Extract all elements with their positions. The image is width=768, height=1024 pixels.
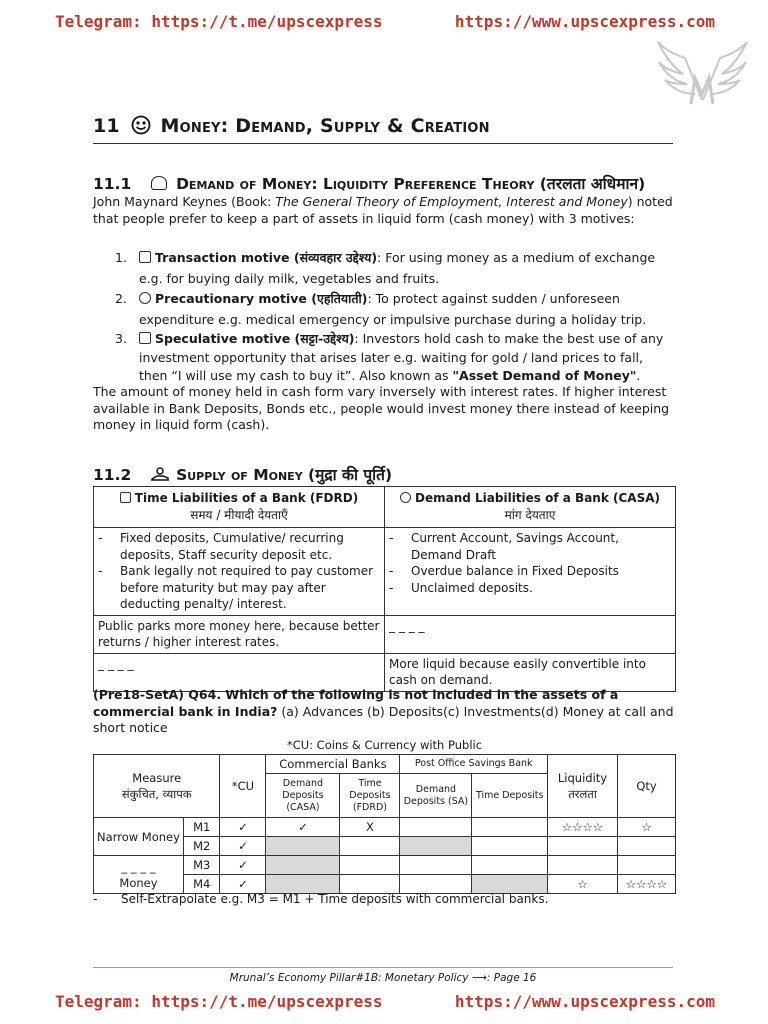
table-row: [94, 856, 676, 875]
pyq-question: [93, 687, 678, 737]
table-row: [94, 818, 676, 837]
chart-icon: [139, 332, 151, 344]
m2-label: M2: [184, 837, 220, 856]
money-face-icon: [131, 115, 151, 135]
col2-hindi: मांग देयताए: [504, 508, 556, 522]
narrow-money-label: Narrow Money: [94, 818, 184, 856]
dash: -: [98, 531, 103, 545]
motive-text: : For using money as a medium of exchange e.g. for buying daily milk, vegetables and fruits.: [139, 250, 656, 286]
list-item: Unclaimed deposits.: [411, 580, 533, 595]
tick-mark: ✓: [220, 875, 266, 894]
qty-stars: ☆☆☆☆: [618, 875, 676, 894]
section-title: Demand of Money: Liquidity Preference Theory (तरलता अधिमान): [176, 175, 646, 193]
table-header-row: [94, 487, 676, 528]
book-title: The General Theory of Employment, Interest and Money: [275, 194, 628, 209]
measure-header: Measure: [132, 771, 182, 785]
motive-name: Speculative motive (सट्टा-उद्देश्य): [155, 331, 355, 346]
time-deposits-header: Time Deposits: [472, 774, 548, 818]
website-link[interactable]: https://www.upscexpress.com: [454, 12, 715, 31]
list-item: [115, 248, 675, 289]
col1-hindi: समय / मीयादी देयताएँ: [190, 508, 288, 522]
cell: _ _ _ _: [385, 615, 676, 653]
tick-mark: ✓: [220, 818, 266, 837]
extrapolate-note: [93, 892, 678, 906]
dash: -: [389, 580, 394, 595]
liquidity-stars: ☆: [548, 875, 618, 894]
post-office-header: Post Office Savings Bank: [400, 755, 548, 774]
intro-text-b: ) noted that people prefer to keep a part of assets in liquid form (cash money) with 3 motives:: [93, 194, 673, 226]
dash: -: [389, 531, 394, 545]
cu-header: *CU: [220, 755, 266, 818]
item-number: 2.: [115, 291, 127, 306]
liquidity-header-hindi: तरलता: [568, 787, 597, 801]
cell: Public parks more money here, because better returns / higher interest rates.: [94, 615, 385, 653]
liquidity-header: Liquidity: [557, 771, 608, 785]
commercial-banks-header: Commercial Banks: [266, 755, 400, 774]
hands-icon: [151, 176, 167, 190]
list-item: Current Account, Savings Account, Demand Draft: [411, 531, 619, 562]
question-options: (a) Advances (b) Deposits(c) Investments(d) Money at call and short notice: [93, 703, 674, 735]
demand-deposits-casa-header: Demand Deposits (CASA): [266, 774, 340, 818]
item-number: 3.: [115, 331, 127, 346]
time-deposits-fdrd-header: Time Deposits (FDRD): [340, 774, 400, 818]
bottom-banner: [55, 992, 715, 1011]
item-number: 1.: [115, 250, 127, 265]
intro-paragraph: [93, 194, 678, 227]
section-title: Supply of Money (मुद्रा की पूर्ति): [176, 466, 393, 484]
measure-header-hindi: संकुचित, व्यापक: [121, 787, 192, 801]
section-number: 11.2: [93, 466, 132, 484]
section-11-2-heading: [93, 463, 392, 485]
table-row: [94, 528, 676, 616]
dash: -: [389, 564, 394, 578]
calendar-icon: [120, 492, 131, 503]
telegram-link[interactable]: Telegram: https://t.me/upscexpress: [55, 992, 383, 1011]
cart-icon: [139, 251, 151, 263]
col1-title: Time Liabilities of a Bank (FDRD): [134, 491, 359, 505]
dash: -: [98, 564, 103, 578]
col2-title: Demand Liabilities of a Bank (CASA): [415, 491, 660, 505]
liquidity-stars: ☆☆☆☆: [548, 818, 618, 837]
cu-note: *CU: Coins & Currency with Public: [286, 738, 483, 752]
qty-stars: ☆: [618, 818, 676, 837]
list-item: [115, 289, 675, 330]
cell: _ _ _ _: [94, 653, 385, 691]
table-header-row: [94, 755, 676, 774]
table-row: [94, 653, 676, 691]
pill-icon: [139, 292, 151, 304]
m1-label: M1: [184, 818, 220, 837]
asset-demand-term: "Asset Demand of Money": [452, 368, 637, 383]
hand-coin-icon: [151, 467, 169, 481]
tick-mark: ✓: [220, 856, 266, 875]
motive-tail: .: [636, 368, 641, 383]
note-text: Self-Extrapolate e.g. M3 = M1 + Time deposits with commercial banks.: [121, 892, 549, 906]
page-footer: Mrunal’s Economy Pillar#1B: Monetary Policy ⟶: Page 16: [229, 972, 537, 984]
motive-text: : To protect against sudden / unforeseen expenditure e.g. medical emergency or impulsive purchase during a holiday trip.: [139, 291, 647, 327]
tick-mark: ✓: [220, 837, 266, 856]
section-number: 11.1: [93, 175, 132, 193]
tick-mark: ✓: [266, 818, 340, 837]
section-11-1-heading: [93, 172, 645, 194]
list-item: Fixed deposits, Cumulative/ recurring deposits, Staff security deposit etc.: [120, 531, 344, 562]
question-text: (Pre18-SetA) Q64. Which of the following is not included in the assets of a commercial bank in India?: [93, 687, 619, 719]
qty-header: Qty: [618, 755, 676, 818]
broad-money-label: Money: [119, 875, 158, 890]
list-item: [115, 330, 675, 386]
hand-icon: [400, 492, 411, 503]
intro-text-a: John Maynard Keynes (Book:: [93, 194, 276, 209]
supply-table: [93, 486, 676, 692]
closing-paragraph: The amount of money held in cash form vary inversely with interest rates. If higher interest available in Bank Deposits, Bonds etc., people would invest money there instead of keeping money in liquid form (cash).: [93, 384, 670, 432]
footer-divider: [93, 967, 673, 968]
table-row: [94, 615, 676, 653]
demand-deposits-sa-header: Demand Deposits (SA): [400, 774, 472, 818]
motive-text: : Investors hold cash to make the best use of any investment opportunity that arises later e.g. waiting for gold / land prices to fall, then “I will use my cash to buy it”. Also known as: [139, 331, 664, 383]
chapter-divider: [93, 143, 673, 144]
telegram-link[interactable]: Telegram: https://t.me/upscexpress: [55, 12, 383, 31]
cell: More liquid because easily convertible into cash on demand.: [385, 653, 676, 691]
broad-money-blank: _ _ _ _: [121, 859, 156, 874]
motives-list: [115, 248, 675, 386]
chapter-title: [93, 115, 673, 137]
list-item: Bank legally not required to pay customer before maturity but may pay after deducting penalty/ interest.: [120, 564, 374, 611]
list-item: Overdue balance in Fixed Deposits: [411, 564, 619, 578]
motive-name: Transaction motive (संव्यवहार उद्देश्य): [155, 250, 378, 265]
chapter-title-text: Money: Demand, Supply & Creation: [160, 115, 490, 137]
top-banner: [55, 12, 715, 31]
motive-name: Precautionary motive (एहतियाती): [155, 291, 368, 306]
chapter-number: 11: [93, 115, 120, 137]
m4-label: M4: [184, 875, 220, 894]
cross-mark: X: [340, 818, 400, 837]
wings-logo-icon: [655, 38, 750, 113]
website-link[interactable]: https://www.upscexpress.com: [454, 992, 715, 1011]
money-measures-table: [93, 754, 676, 894]
dash: -: [93, 892, 98, 906]
m3-label: M3: [184, 856, 220, 875]
